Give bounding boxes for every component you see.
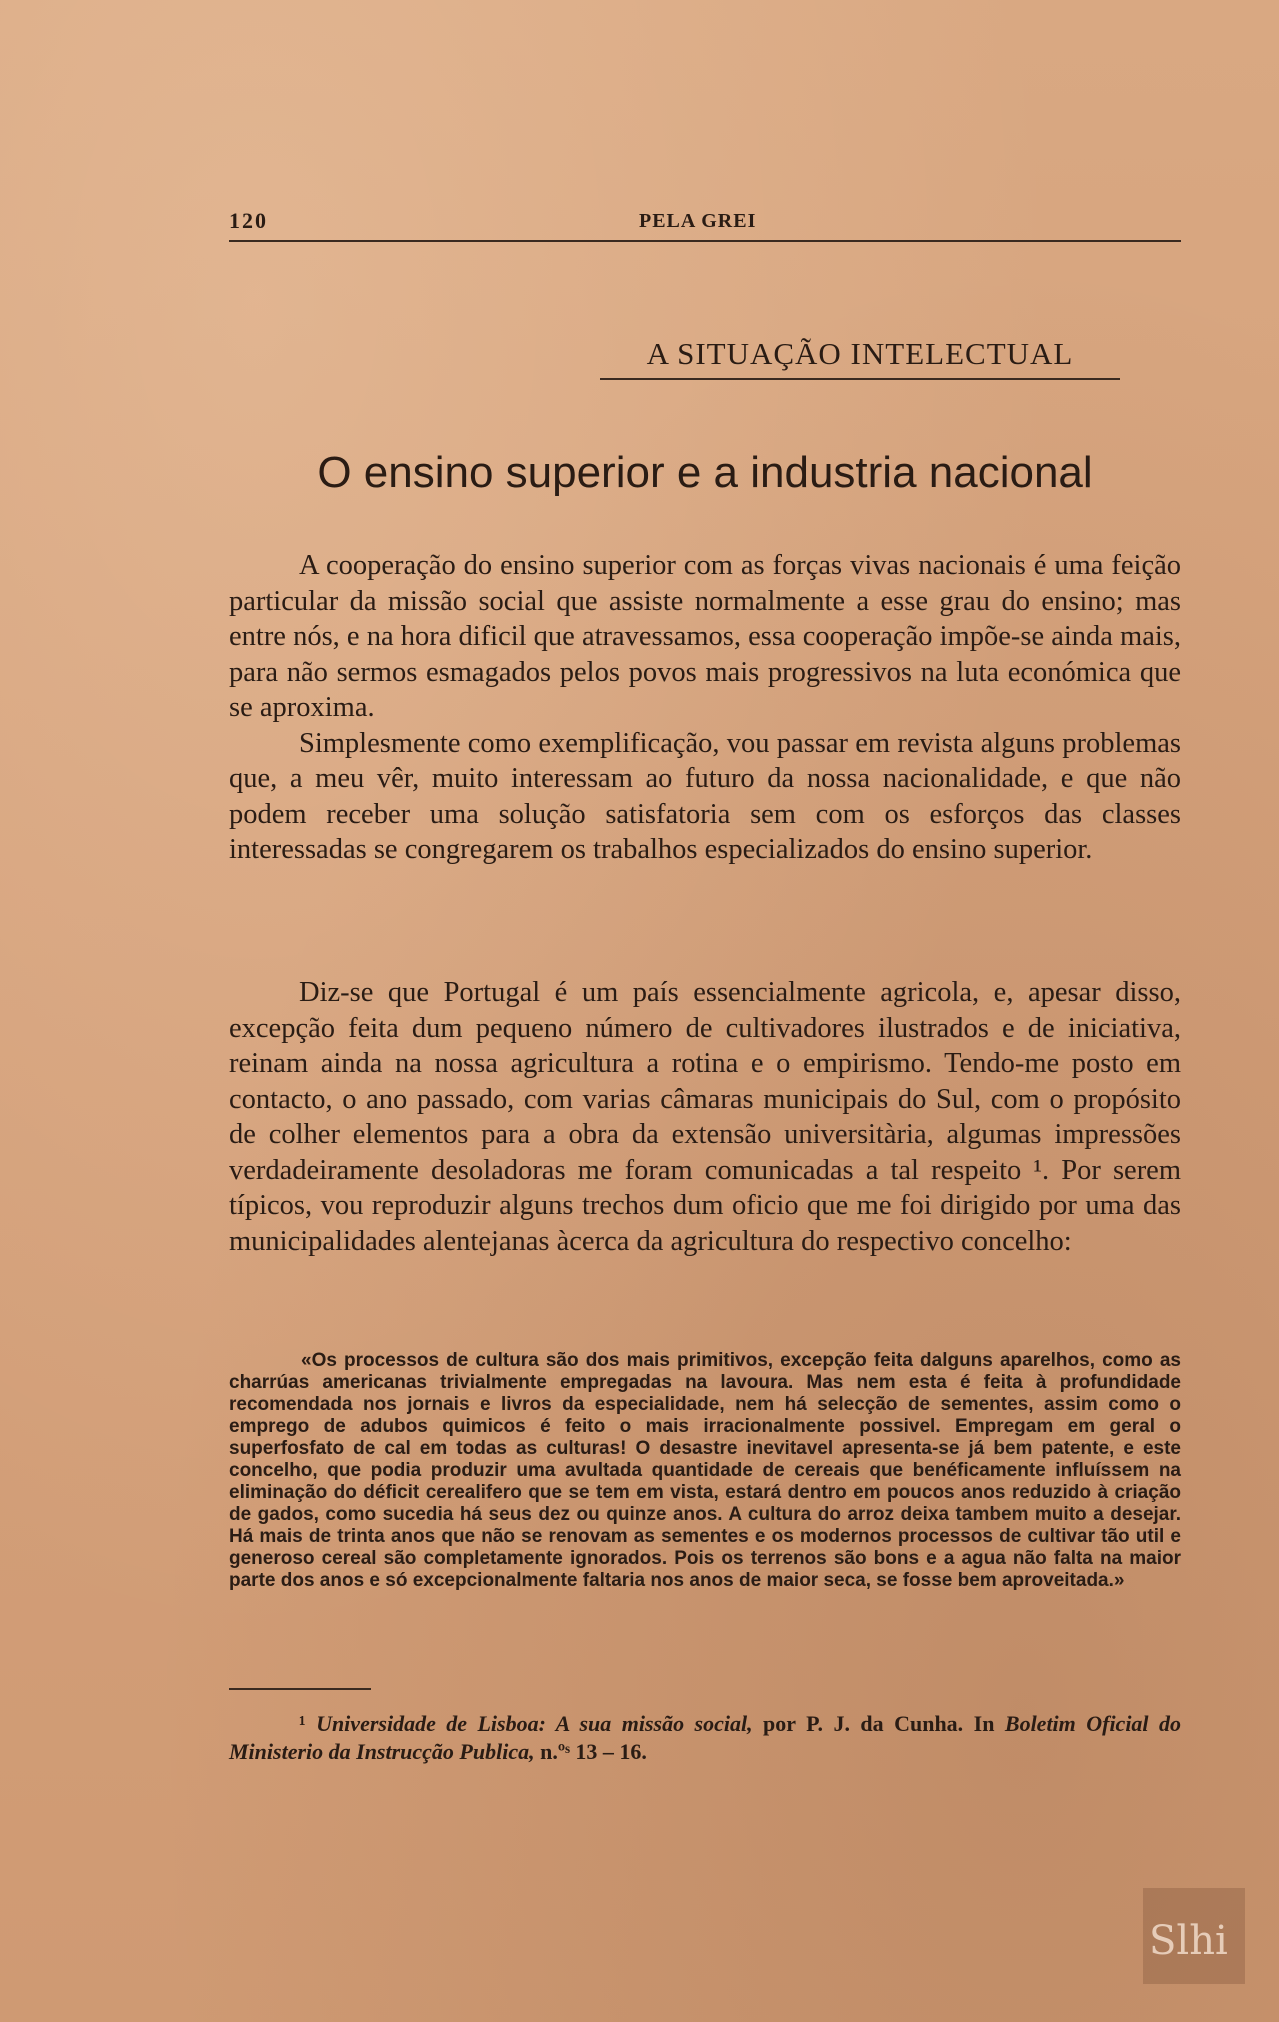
footnote-publication: Boletim Oficial do Ministerio da Instrucção Publica, bbox=[229, 1711, 1181, 1764]
watermark-text: Slhi bbox=[1149, 1918, 1228, 1964]
footnote-work-title: Universidade de Lisboa: A sua missão social, bbox=[316, 1711, 753, 1736]
body-text-agriculture bbox=[229, 975, 1181, 1259]
quote-text: «Os processos de cultura são dos mais primitivos, excepção feita dalguns aparelhos, como as charrúas americanas trivialmente empregadas na lavoura. Mas nem esta é feita à profundidade recomendada nos jornais e livros da especialidade, nem há selecção de sementes, assim como o emprego de adubos quimicos é feito o mais irracionalmente possivel. Empregam em geral o superfosfato de cal em todas as culturas! O desastre inevitavel apresenta-se já bem patente, e este concelho, que podia produzir uma avultada quantidade de cereais que benéficamente influíssem na eliminação do déficit cerealifero que se tem em vista, estará dentro em poucos anos reduzido à criação de gados, como sucedia há seus dez ou quinze anos. A cultura do arroz deixa tambem muito a desejar. Há mais de trinta anos que não se renovam as sementes e os modernos processos de cultivar tão util e generoso cereal são completamente ignorados. Pois os terrenos são bons e a agua não falta na maior parte dos anos e só excepcionalmente faltaria nos anos de maior seca, se fosse bem aproveitada.» bbox=[229, 1350, 1181, 1591]
footnote-text bbox=[229, 1710, 1181, 1766]
body-text-intro bbox=[229, 548, 1181, 868]
block-quote bbox=[229, 1350, 1181, 1592]
paragraph: Simplesmente como exemplificação, vou passar em revista alguns problemas que, a meu vêr, muito interessam ao futuro da nossa nacionalidade, e que não podem receber uma solução satisfatoria sem com os esforços das classes interessadas se congregarem os trabalhos especializados do ensino superior. bbox=[229, 727, 1181, 865]
footnote bbox=[229, 1710, 1181, 1766]
running-head bbox=[229, 206, 1181, 242]
footnote-issues: n.ºˢ 13 – 16. bbox=[534, 1739, 647, 1764]
footnote-divider bbox=[229, 1688, 371, 1690]
paragraph: Diz-se que Portugal é um país essencialmente agricola, e, apesar disso, excepção feita dum pequeno número de cultivadores ilustrados e de iniciativa, reinam ainda na nossa agricultura a rotina e o empirismo. Tendo-me posto em contacto, o ano passado, com varias câmaras municipais do Sul, com o propósito de colher elementos para a obra da extensão universitària, algumas impressões verdadeiramente desoladoras me foram comunicadas a tal respeito ¹. Por serem típicos, vou reproduzir alguns trechos dum oficio que me foi dirigido por uma das municipalidades alentejanas àcerca da agricultura do respectivo concelho: bbox=[229, 977, 1181, 1257]
library-watermark bbox=[1143, 1888, 1245, 1984]
paragraph: A cooperação do ensino superior com as forças vivas nacionais é uma feição particular da missão social que assiste normalmente a esse grau do ensino; mas entre nós, e na hora dificil que atravessamos, essa cooperação impõe-se ainda mais, para não sermos esmagados pelos povos mais progressivos na luta económica que se aproxima. bbox=[229, 550, 1182, 723]
page-number: 120 bbox=[229, 208, 268, 233]
footnote-marker: ¹ bbox=[299, 1711, 306, 1736]
section-title: A SITUAÇÃO INTELECTUAL bbox=[600, 336, 1120, 380]
article-title: O ensino superior e a industria nacional bbox=[317, 448, 1093, 497]
running-title: PELA GREI bbox=[639, 210, 757, 232]
footnote-author: por P. J. da Cunha. In bbox=[752, 1711, 1005, 1736]
